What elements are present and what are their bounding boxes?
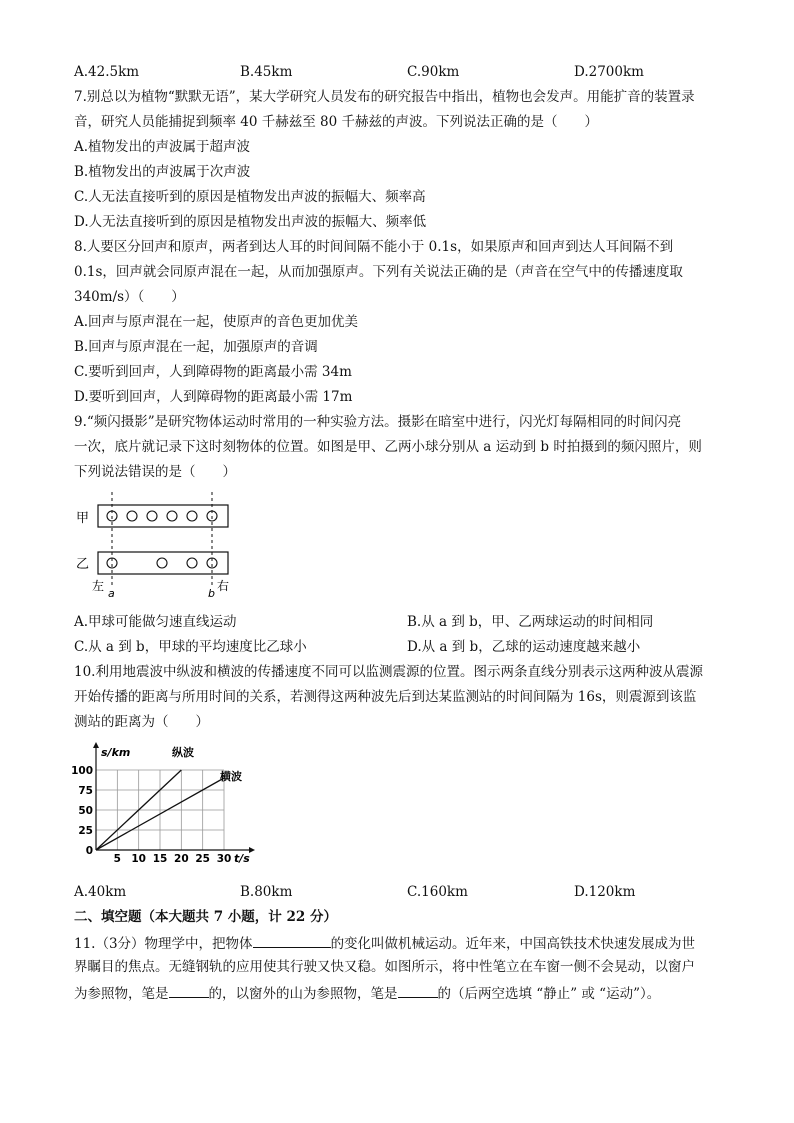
q9-option-b: B.从 a 到 b，甲、乙两球运动的时间相同 [407,614,654,630]
q11-blank-3[interactable] [398,983,438,998]
x-tick-label-4: 25 [195,853,210,865]
q6-option-a: A.42.5km [74,64,140,80]
y-tick-label-0: 0 [85,845,93,857]
q10-options [74,883,714,901]
q8-option-d: D.要听到回声，人到障碍物的距离最小需 17m [74,389,353,405]
q11-line-1 [74,933,695,953]
q9-option-d: D.从 a 到 b，乙球的运动速度越来越小 [407,639,641,655]
strobe-photo-figure [74,490,254,600]
q10-option-a: A.40km [74,884,127,900]
y-tick-label-1: 25 [78,825,93,837]
label-right: 右 [217,579,230,593]
q8-option-b: B.回声与原声混在一起，加强原声的音调 [74,339,318,355]
row-label-jia: 甲 [76,511,90,526]
y-axis-label: s/km [101,746,131,759]
y-axis-arrow [93,742,99,748]
q11-blank-1[interactable] [253,933,331,948]
q9-options-row-2 [74,638,714,656]
label-a: a [108,587,115,600]
seismic-wave-chart [71,740,264,870]
q6-options [74,63,714,81]
q11-part-2: 的变化叫做机械运动。近年来，中国高铁技术快速发展成为世 [330,936,696,952]
q10-stem-line-3: 测站的距离为（ ） [74,714,209,730]
section-2-heading: 二、填空题（本大题共 7 小题，计 22 分） [74,909,337,925]
x-axis-arrow [249,847,255,853]
q10-stem-line-2: 开始传播的距离与所用时间的关系，若测得这两种波先后到达某监测站的时间间隔为 16s，则震源到该监 [74,689,697,705]
series-label-longitudinal: 纵波 [172,746,194,759]
q8-stem-line-2: 0.1s，回声就会同原声混在一起，从而加强原声。下列有关说法正确的是（声音在空气中的传播速度取 [74,264,683,280]
series-label-transverse: 横波 [220,770,242,783]
q10-stem-line-1: 10.利用地震波中纵波和横波的传播速度不同可以监测震源的位置。图示两条直线分别表示这两种波从震源 [74,664,703,680]
q9-options-row-1 [74,613,714,631]
q10-option-b: B.80km [240,884,293,900]
q6-option-c: C.90km [407,64,460,80]
x-tick-label-3: 20 [174,853,189,865]
q10-option-c: C.160km [407,884,468,900]
q9-option-a: A.甲球可能做匀速直线运动 [74,614,237,630]
q11-line-3 [74,983,660,1003]
chart-grid [96,770,224,850]
q8-stem-line-1: 8.人要区分回声和原声，两者到达人耳的时间间隔不能小于 0.1s，如果原声和回声到达人耳间隔不到 [74,239,674,255]
q9-stem-line-2: 一次，底片就记录下这时刻物体的位置。如图是甲、乙两小球分别从 a 运动到 b 时拍摄到的频闪照片，则 [74,439,702,455]
q9-stem-line-3: 下列说法错误的是（ ） [74,464,236,480]
q11-line-2: 界瞩目的焦点。无缝钢轨的应用使其行驶又快又稳。如图所示，将中性笔立在车窗一侧不会晃动，以窗户 [74,959,695,975]
x-tick-label-2: 15 [152,853,168,865]
y-tick-label-3: 75 [78,785,93,797]
q11-blank-2[interactable] [169,983,209,998]
q9-option-c: C.从 a 到 b，甲球的平均速度比乙球小 [74,639,307,655]
x-tick-label-1: 10 [131,853,146,865]
q11-part-5: 的（后两空选填 “静止” 或 “运动”）。 [437,986,661,1002]
q7-option-c: C.人无法直接听到的原因是植物发出声波的振幅大、频率高 [74,189,426,205]
q11-part-1: 11.（3分）物理学中，把物体 [74,936,253,952]
q9-stem-line-1: 9.“频闪摄影”是研究物体运动时常用的一种实验方法。摄影在暗室中进行，闪光灯每隔相同的时间闪亮 [74,414,682,430]
x-axis-label: t/s [234,852,250,865]
q6-option-b: B.45km [240,64,293,80]
q11-part-4: 的，以窗外的山为参照物，笔是 [208,986,398,1002]
q7-option-b: B.植物发出的声波属于次声波 [74,164,251,180]
q7-stem-line-2: 音，研究人员能捕捉到频率 40 千赫兹至 80 千赫兹的声波。下列说法正确的是（ ） [74,114,599,130]
label-left: 左 [92,579,105,593]
q7-stem-line-1: 7.别总以为植物“默默无语”，某大学研究人员发布的研究报告中指出，植物也会发声。用能扩音的装置录 [74,89,695,105]
q11-part-3: 为参照物，笔是 [74,986,169,1002]
y-tick-label-2: 50 [78,805,93,817]
q8-option-a: A.回声与原声混在一起，使原声的音色更加优美 [74,314,359,330]
q10-option-d: D.120km [574,884,636,900]
x-tick-label-0: 5 [113,853,121,865]
y-tick-label-4: 100 [71,765,93,777]
q8-option-c: C.要听到回声，人到障碍物的距离最小需 34m [74,364,352,380]
label-b: b [208,587,215,600]
x-tick-label-5: 30 [216,853,232,865]
q8-stem-line-3: 340m/s）（ ） [74,289,185,305]
q7-option-a: A.植物发出的声波属于超声波 [74,139,251,155]
row-label-yi: 乙 [76,557,90,572]
q7-option-d: D.人无法直接听到的原因是植物发出声波的振幅大、频率低 [74,214,427,230]
q6-option-d: D.2700km [574,64,644,80]
